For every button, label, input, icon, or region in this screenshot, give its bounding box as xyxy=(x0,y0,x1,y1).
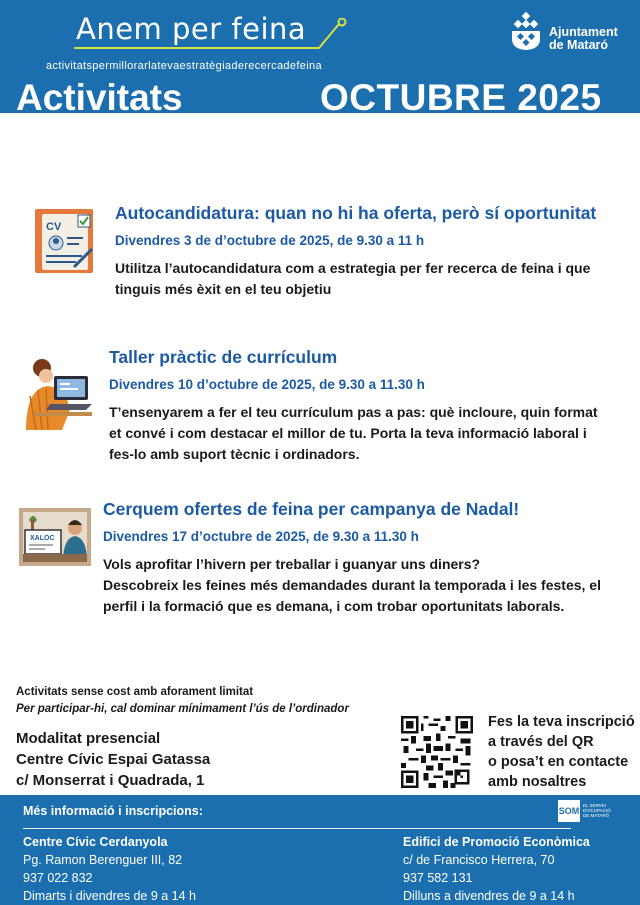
city-council-name: Ajuntament de Mataró xyxy=(549,25,618,52)
event-taller-curriculum xyxy=(109,347,609,465)
footer-divider xyxy=(23,828,571,829)
footer-centre-hours: Dimarts i divendres de 9 a 14 h xyxy=(23,889,197,903)
brand-name: Anem per feina xyxy=(76,12,307,46)
xaloc-label: XALOC xyxy=(30,535,55,542)
footer-contact-promocio xyxy=(403,833,590,905)
header-banner xyxy=(0,0,640,118)
qr-code-icon[interactable] xyxy=(401,716,473,788)
event-date: Divendres 10 d’octubre de 2025, de 9.30 a 11.30 h xyxy=(109,377,425,392)
event-description: T’ensenyarem a fer el teu currículum pas a pas: què incloure, quin format et convé i com destacar el millor de tu. Porta la teva informació laboral i fes-lo amb suport tècnic i ordinadors. xyxy=(109,404,598,462)
event-description: Utilitza l’autocandidatura com a estrategia per fer recerca de feina i que tinguis més èxit en el teu objetiu xyxy=(115,260,591,297)
requirement-note: Per participar-hi, cal dominar mínimament l’ús de l’ordinador xyxy=(16,703,349,715)
venue-address: c/ Monserrat i Quadrada, 1 xyxy=(16,772,205,789)
footer-building-name: Edifici de Promoció Econòmica xyxy=(403,835,590,849)
page-month: OCTUBRE 2025 xyxy=(320,77,602,118)
event-date: Divendres 3 de d’octubre de 2025, de 9.30 a 11 h xyxy=(115,233,425,248)
footer-centre-name: Centre Cívic Cerdanyola xyxy=(23,835,168,849)
som-logo-caption: EL SERVEI D'OCUPACIÓ DE MATARÓ xyxy=(583,803,611,818)
cost-note: Activitats sense cost amb aforament limitat xyxy=(16,686,254,698)
footer-building-phone[interactable]: 937 582 131 xyxy=(403,871,473,885)
brand-tagline: activitatspermillorarlatevaestratègiaderecercadefeina xyxy=(46,60,322,72)
som-logo: SOM xyxy=(558,800,580,822)
woman-laptop-icon xyxy=(20,356,92,432)
event-description-line1: Vols aprofitar l’hivern per treballar i guanyar uns diners? xyxy=(103,556,481,572)
event-autocandidatura xyxy=(115,203,615,300)
venue-place: Centre Cívic Espai Gatassa xyxy=(16,751,211,768)
footer-centre-phone[interactable]: 937 022 832 xyxy=(23,871,93,885)
venue-modality: Modalitat presencial xyxy=(16,730,161,747)
footer-centre-address: Pg. Ramon Berenguer III, 82 xyxy=(23,853,183,867)
footer-banner xyxy=(0,795,640,905)
page-title: Activitats xyxy=(16,77,183,118)
footer-contact-cerdanyola xyxy=(23,833,196,905)
event-campanya-nadal xyxy=(103,499,623,617)
city-crest-icon xyxy=(506,11,546,51)
event-title: Cerquem ofertes de feina per campanya de Nadal! xyxy=(103,499,520,519)
event-title: Autocandidatura: quan no hi ha oferta, però sí oportunitat xyxy=(115,203,597,223)
cv-document-icon xyxy=(34,207,96,275)
event-description xyxy=(103,554,608,617)
event-title: Taller pràctic de currículum xyxy=(109,347,338,367)
man-computer-icon xyxy=(19,508,91,566)
event-date: Divendres 17 d’octubre de 2025, de 9.30 a 11.30 h xyxy=(103,529,419,544)
venue-info xyxy=(16,728,210,791)
footer-heading: Més informació i inscripcions: xyxy=(23,804,203,818)
footer-building-address: c/ de Francisco Herrera, 70 xyxy=(403,853,555,867)
cv-label: CV xyxy=(46,221,62,233)
registration-instructions: Fes la teva inscripció a través del QR o posa’t en contacte amb nosaltres xyxy=(488,714,635,790)
footer-building-hours: Dilluns a divendres de 9 a 14 h xyxy=(403,889,575,903)
event-description-line2: Descobreix les feines més demandades durant la temporada i les festes, el perfil i la formació que es demana, i com trobar oportunitats laborals. xyxy=(103,577,601,614)
